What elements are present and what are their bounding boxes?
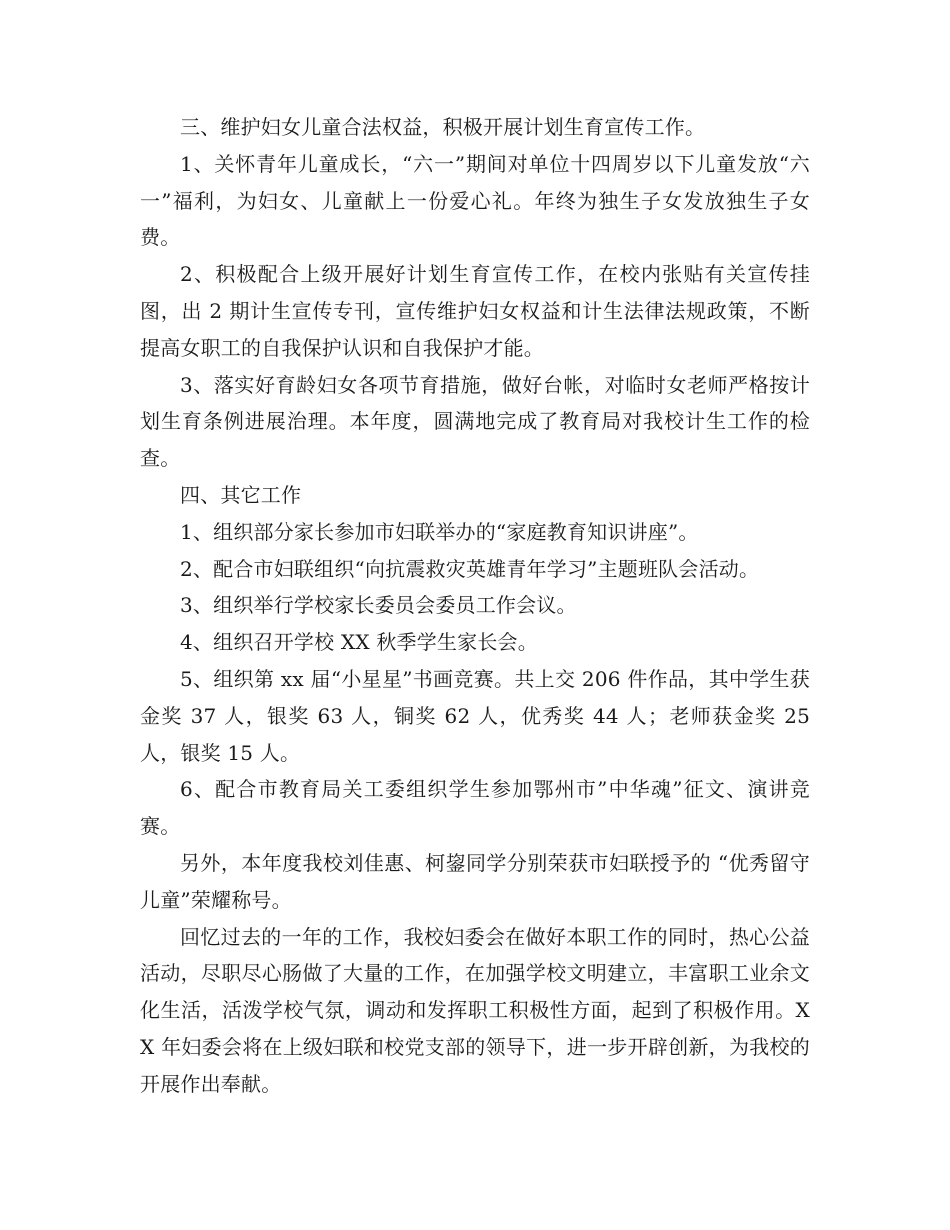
section-three-heading: 三、维护妇女儿童合法权益，积极开展计划生育宣传工作。 [180,115,706,139]
section-four-item-6: 6、配合市教育局关工委组织学生参加鄂州市”中华魂”征文、演讲竞赛。 [140,777,810,839]
section-four-item-2: 2、配合市妇联组织“向抗震救灾英雄青年学习”主题班队会活动。 [180,556,760,581]
conclusion-paragraph: 回忆过去的一年的工作，我校妇委会在做好本职工作的同时，热心公益活动，尽职尽心肠做了大量的工作，在加强学校文明建立，丰富职工业余文化生活，活泼学校气氛，调动和发挥职工积极性方面，起到了积极作用。XX 年妇委会将在上级妇联和校党支部的领导下，进一步开辟创新，为我校的开展作出奉献。 [140,924,810,1096]
section-four-heading: 四、其它工作 [180,482,302,507]
section-three-item-3: 3、落实好育龄妇女各项节育措施，做好台帐，对临时女老师严格按计划生育条例进展治理。本年度，圆满地完成了教育局对我校计生工作的检查。 [140,372,810,471]
additional-paragraph: 另外，本年度我校刘佳惠、柯鋆同学分别荣获市妇联授予的 “优秀留守儿童”荣耀称号。 [140,850,810,912]
section-four-item-1: 1、组织部分家长参加市妇联举办的“家庭教育知识讲座”。 [180,519,699,544]
section-three-item-2: 2、积极配合上级开展好计划生育宣传工作，在校内张贴有关宣传挂图，出 2 期计生宣传专刊，宣传维护妇女权益和计生法律法规政策，不断提高女职工的自我保护认识和自我保护才能。 [140,262,810,360]
section-four-item-5: 5、组织第 xx 届“小星星”书画竞赛。共上交 206 件作品，其中学生获金奖 37 人，银奖 63 人，铜奖 62 人，优秀奖 44 人；老师获金奖 25 人，银奖 15 人。 [140,666,810,765]
section-three-item-1: 1、关怀青年儿童成长，“六一”期间对单位十四周岁以下儿童发放“六一”福利，为妇女、儿童献上一份爱心礼。年终为独生子女发放独生子女费。 [140,151,810,250]
section-four-item-4: 4、组织召开学校 XX 秋季学生家长会。 [180,630,538,655]
document-body [140,109,810,1103]
section-four-item-3: 3、组织举行学校家长委员会委员工作会议。 [180,593,577,618]
